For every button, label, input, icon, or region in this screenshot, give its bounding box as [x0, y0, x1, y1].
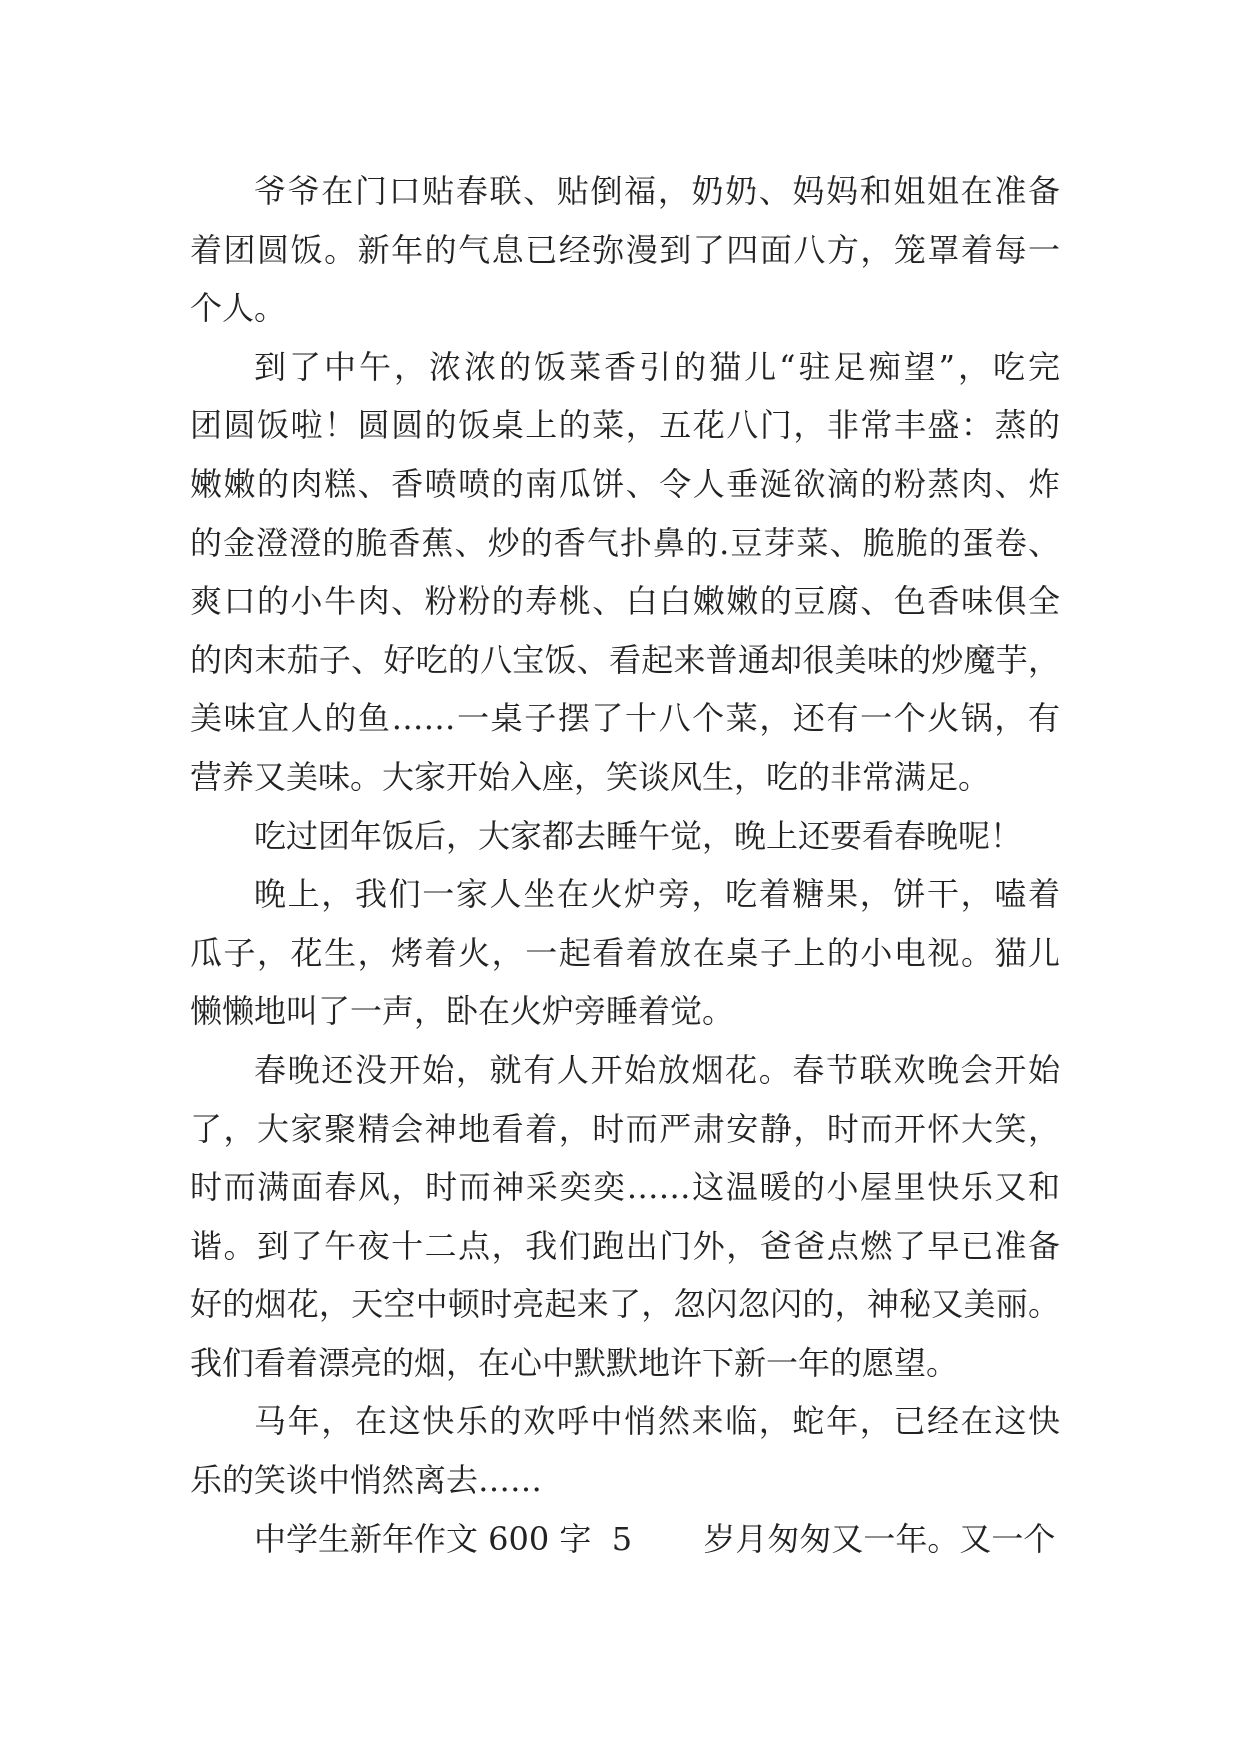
text-line: 的肉末茄子、好吃的八宝饭、看起来普通却很美味的炒魔芋， [190, 640, 1060, 679]
paragraph-6 [190, 1392, 1060, 1509]
text-line: 嫩嫩的肉糕、香喷喷的南瓜饼、令人垂涎欲滴的粉蒸肉、炸 [190, 464, 1060, 503]
text-line: 爷爷在门口贴春联、贴倒福，奶奶、妈妈和姐姐在准备 [254, 172, 1060, 210]
text-line: 春晚还没开始，就有人开始放烟花。春节联欢晚会开始 [254, 1050, 1060, 1089]
text-line: 营养又美味。大家开始入座，笑谈风生，吃的非常满足。 [190, 757, 991, 796]
text-line: 乐的笑谈中悄然离去…… [190, 1461, 543, 1500]
section-heading-line: 中学生新年作文 600 字 5 岁月匆匆又一年。又一个 [254, 1519, 1056, 1558]
text-line: 的金澄澄的脆香蕉、炒的香气扑鼻的.豆芽菜、脆脆的蛋卷、 [190, 523, 1060, 562]
paragraph-5 [190, 1041, 1060, 1393]
text-line: 个人。 [190, 289, 287, 328]
text-line: 我们看着漂亮的烟，在心中默默地许下新一年的愿望。 [190, 1343, 959, 1382]
text-line: 着团圆饭。新年的气息已经弥漫到了四面八方，笼罩着每一 [190, 230, 1060, 269]
text-line: 吃过团年饭后，大家都去睡午觉，晚上还要看春晚呢！ [254, 816, 1023, 855]
text-line: 美味宜人的鱼……一桌子摆了十八个菜，还有一个火锅，有 [190, 699, 1060, 738]
text-line: 爽口的小牛肉、粉粉的寿桃、白白嫩嫩的豆腐、色香味俱全 [190, 582, 1060, 621]
text-line: 到了中午，浓浓的饭菜香引的猫儿“驻足痴望”，吃完 [254, 347, 1060, 386]
paragraph-2 [190, 338, 1060, 807]
text-line: 瓜子，花生，烤着火，一起看着放在桌子上的小电视。猫儿 [190, 933, 1060, 972]
paragraph-3 [190, 807, 1060, 866]
text-line: 团圆饭啦！圆圆的饭桌上的菜，五花八门，非常丰盛：蒸的 [190, 406, 1060, 445]
text-line: 懒懒地叫了一声，卧在火炉旁睡着觉。 [190, 992, 735, 1031]
text-line: 马年，在这快乐的欢呼中悄然来临，蛇年，已经在这快 [254, 1402, 1060, 1441]
text-line: 了，大家聚精会神地看着，时而严肃安静，时而开怀大笑， [190, 1109, 1060, 1148]
text-line: 谐。到了午夜十二点，我们跑出门外，爸爸点燃了早已准备 [190, 1226, 1060, 1265]
paragraph-1 [190, 162, 1060, 338]
article-body [190, 162, 1060, 1568]
paragraph-4 [190, 865, 1060, 1041]
paragraph-7 [190, 1510, 1060, 1569]
text-line: 时而满面春风，时而神采奕奕……这温暖的小屋里快乐又和 [190, 1168, 1060, 1207]
text-line: 晚上，我们一家人坐在火炉旁，吃着糖果，饼干，嗑着 [254, 875, 1060, 914]
text-line: 好的烟花，天空中顿时亮起来了，忽闪忽闪的，神秘又美丽。 [190, 1285, 1060, 1324]
